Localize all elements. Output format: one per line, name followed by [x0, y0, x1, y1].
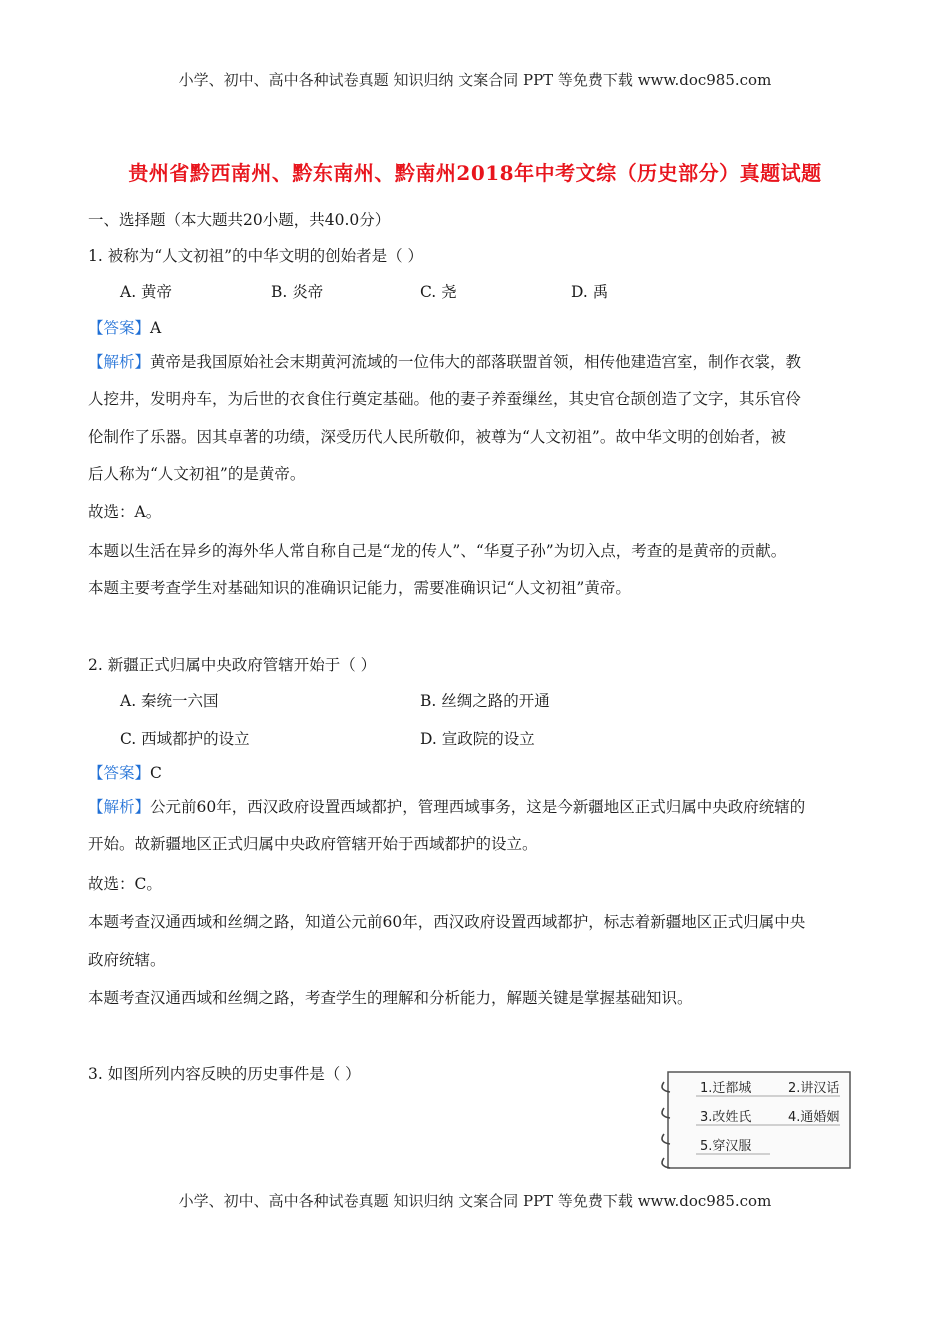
figure-item-4: 4.通婚姻 — [788, 1110, 840, 1125]
q1-analysis-line — [88, 352, 801, 372]
q1-analysis-line: 本题主要考查学生对基础知识的准确识记能力，需要准确识记“人文初祖”黄帝。 — [88, 579, 631, 597]
q2-analysis-line: 政府统辖。 — [88, 951, 166, 969]
question-3-stem: 3. 如图所列内容反映的历史事件是（ ） — [88, 1065, 361, 1083]
notebook-figure-drawing — [660, 1068, 856, 1172]
q2-option-d: D. 宣政院的设立 — [420, 730, 535, 748]
section-heading: 一、选择题（本大题共20小题，共40.0分） — [88, 211, 391, 229]
q2-answer — [88, 763, 162, 783]
q1-option-a: A. 黄帝 — [120, 283, 173, 301]
q1-analysis-line: 故选：A。 — [88, 503, 162, 521]
q1-answer — [88, 318, 161, 338]
q2-analysis-text: 公元前60年，西汉政府设置西域都护，管理西域事务，这是今新疆地区正式归属中央政府统辖的 — [150, 798, 806, 816]
page-footer: 小学、初中、高中各种试卷真题 知识归纳 文案合同 PPT 等免费下载 www.doc985.com — [178, 1192, 772, 1210]
figure-item-2: 2.讲汉话 — [788, 1081, 840, 1096]
notebook-figure — [660, 1068, 856, 1172]
q2-option-b: B. 丝绸之路的开通 — [420, 692, 550, 710]
page-title: 贵州省黔西南州、黔东南州、黔南州2018年中考文综（历史部分）真题试题 — [128, 161, 822, 185]
q1-option-c: C. 尧 — [420, 283, 457, 301]
question-1-stem: 1. 被称为“人文初祖”的中华文明的创始者是（ ） — [88, 247, 423, 265]
answer-tag: 【答案】 — [88, 764, 151, 782]
q2-analysis-line: 本题考查汉通西域和丝绸之路，知道公元前60年，西汉政府设置西域都护，标志着新疆地区正式归属中央 — [88, 913, 806, 931]
figure-item-1: 1.迁都城 — [700, 1081, 752, 1096]
figure-item-5: 5.穿汉服 — [700, 1139, 752, 1154]
q1-option-d: D. 禹 — [571, 283, 609, 301]
answer-tag: 【答案】 — [88, 319, 151, 337]
figure-item-3: 3.改姓氏 — [700, 1110, 752, 1125]
q1-option-b: B. 炎帝 — [271, 283, 324, 301]
q2-answer-value: C — [150, 764, 162, 782]
q1-analysis-line: 后人称为“人文初祖”的是黄帝。 — [88, 465, 306, 483]
question-2-stem: 2. 新疆正式归属中央政府管辖开始于（ ） — [88, 656, 377, 674]
q2-option-c: C. 西域都护的设立 — [120, 730, 250, 748]
analysis-tag: 【解析】 — [88, 353, 151, 371]
q1-analysis-line: 人挖井，发明舟车，为后世的衣食住行奠定基础。他的妻子养蚕缫丝，其史官仓颉创造了文字，其乐官伶 — [88, 390, 802, 408]
q2-analysis-line: 开始。故新疆地区正式归属中央政府管辖开始于西域都护的设立。 — [88, 835, 538, 853]
analysis-tag: 【解析】 — [88, 798, 151, 816]
q2-analysis-line: 本题考查汉通西域和丝绸之路，考查学生的理解和分析能力，解题关键是掌握基础知识。 — [88, 989, 693, 1007]
q1-analysis-text: 黄帝是我国原始社会末期黄河流域的一位伟大的部落联盟首领，相传他建造宫室，制作衣裳，教 — [150, 353, 802, 371]
q2-analysis-line: 故选：C。 — [88, 875, 162, 893]
page-header: 小学、初中、高中各种试卷真题 知识归纳 文案合同 PPT 等免费下载 www.doc985.com — [178, 71, 772, 89]
q2-analysis-line — [88, 797, 805, 817]
q2-option-a: A. 秦统一六国 — [120, 692, 219, 710]
q1-analysis-line: 伦制作了乐器。因其卓著的功绩，深受历代人民所敬仰，被尊为“人文初祖”。故中华文明的创始者，被 — [88, 428, 786, 446]
q1-analysis-line: 本题以生活在异乡的海外华人常自称自己是“龙的传人”、“华夏子孙”为切入点，考查的是黄帝的贡献。 — [88, 542, 787, 560]
q1-answer-value: A — [150, 319, 162, 337]
